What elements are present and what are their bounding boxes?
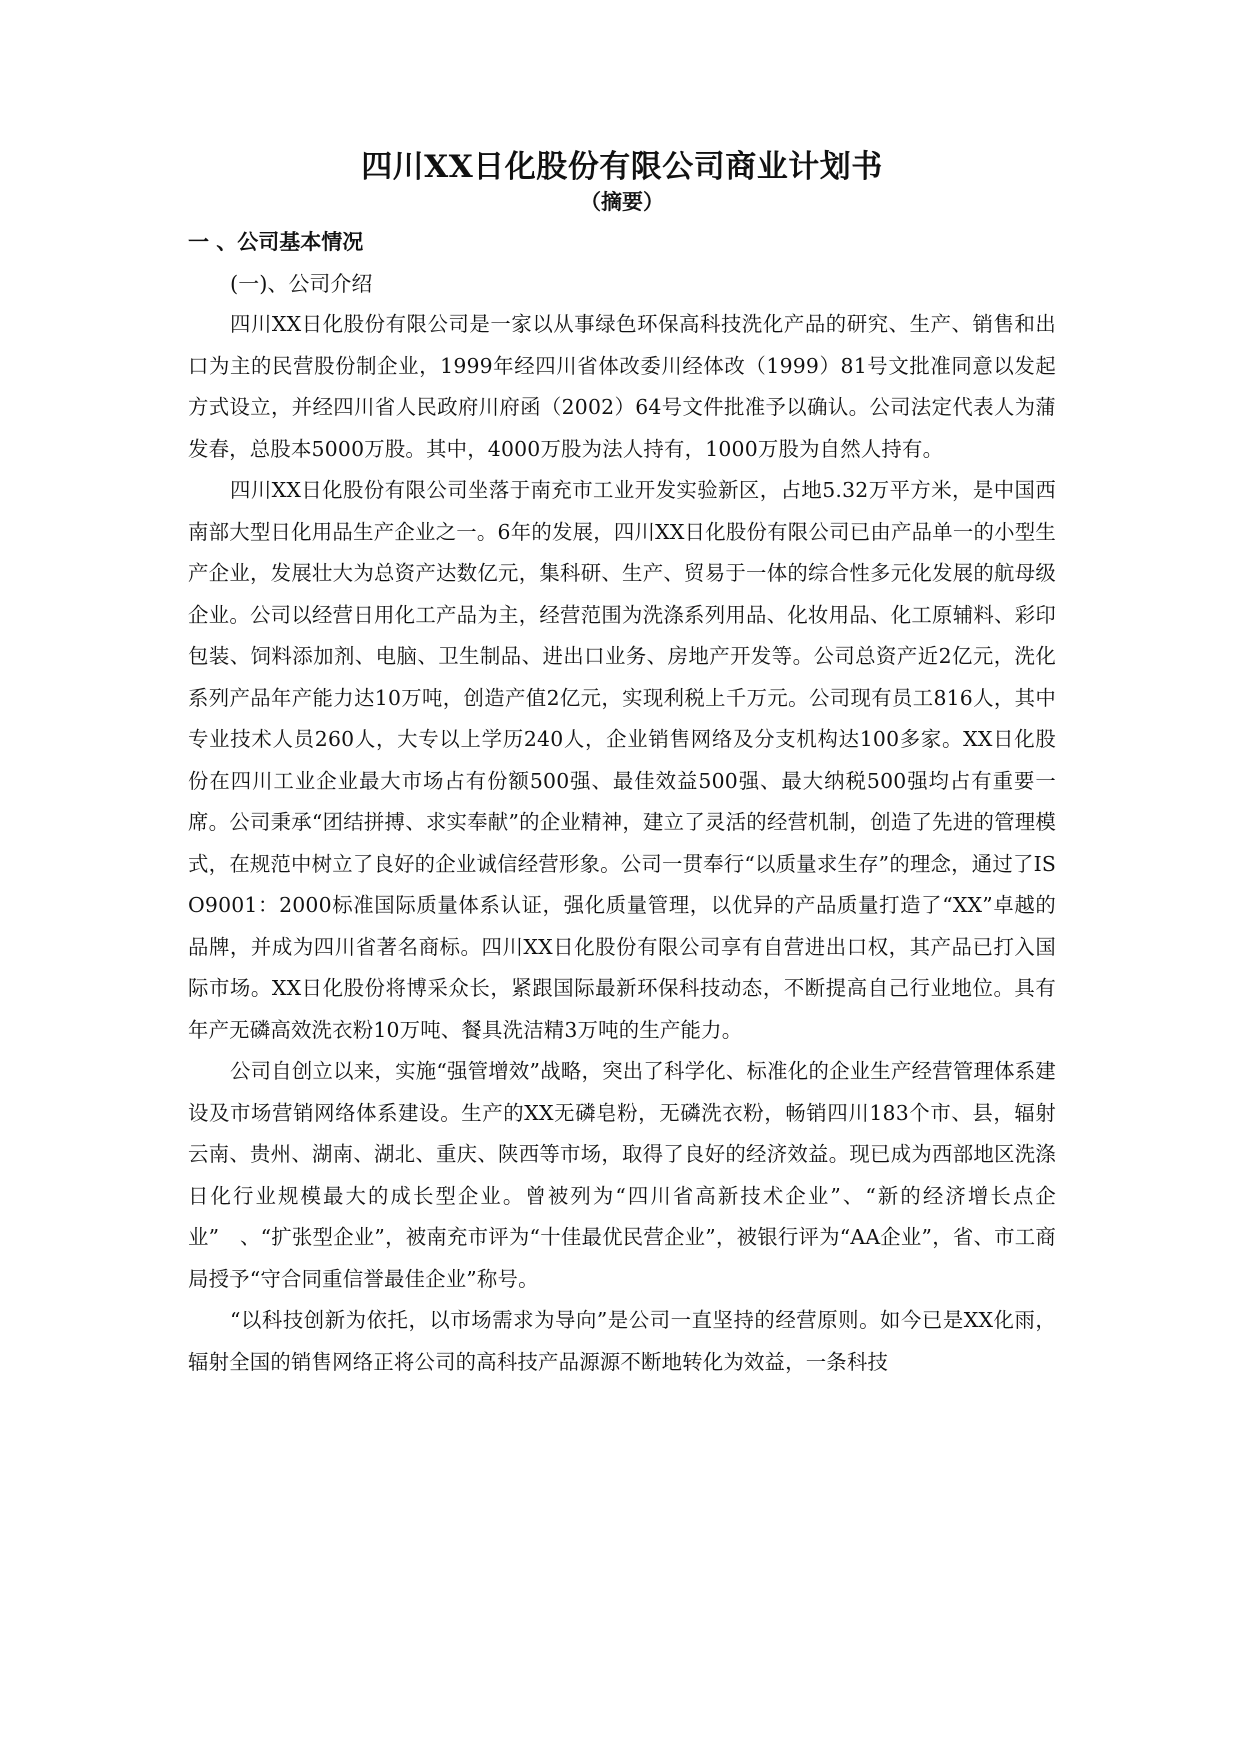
sub-heading: (一)、公司介绍 bbox=[230, 272, 373, 296]
paragraph-3: 公司自创立以来，实施“强管增效”战略，突出了科学化、标准化的企业生产经营管理体系建设及市场营销网络体系建设。生产的XX无磷皂粉，无磷洗衣粉，畅销四川183个市、县，辐射云南、贵州、湖南、湖北、重庆、陕西等市场，取得了良好的经济效益。现已成为西部地区洗涤日化行业规模最大的成长型企业。曾被列为“四川省高新技术企业”、“新的经济增长点企业” 、“扩张型企业”，被南充市评为“十佳最优民营企业”，被银行评为“AA企业”，省、市工商局授予“守合同重信誉最佳企业”称号。 bbox=[188, 1059, 1056, 1291]
section-heading: 一 、公司基本情况 bbox=[188, 229, 364, 254]
paragraph-4: “以科技创新为依托，以市场需求为导向”是公司一直坚持的经营原则。如今已是XX化雨，辐射全国的销售网络正将公司的高科技产品源源不断地转化为效益，一条科技 bbox=[188, 1308, 1056, 1374]
document-subtitle: （摘要） bbox=[580, 189, 664, 214]
paragraph-2: 四川XX日化股份有限公司坐落于南充市工业开发实验新区，占地5.32万平方米，是中国西南部大型日化用品生产企业之一。6年的发展，四川XX日化股份有限公司已由产品单一的小型生产企业，发展壮大为总资产达数亿元，集科研、生产、贸易于一体的综合性多元化发展的航母级企业。公司以经营日用化工产品为主，经营范围为洗涤系列用品、化妆用品、化工原辅料、彩印包装、饲料添加剂、电脑、卫生制品、进出口业务、房地产开发等。公司总资产近2亿元，洗化系列产品年产能力达10万吨，创造产值2亿元，实现利税上千万元。公司现有员工816人，其中专业技术人员260人，大专以上学历240人，企业销售网络及分支机构达100多家。XX日化股份在四川工业企业最大市场占有份额500强、最佳效益500强、最大纳税500强均占有重要一席。公司秉承“团结拼搏、求实奉献”的企业精神，建立了灵活的经营机制，创造了先进的管理模式，在规范中树立了良好的企业诚信经营形象。公司一贯奉行“以质量求生存”的理念，通过了ISO9001：2000标准国际质量体系认证，强化质量管理，以优异的产品质量打造了“XX”卓越的品牌，并成为四川省著名商标。四川XX日化股份有限公司享有自营进出口权，其产品已打入国际市场。XX日化股份将博采众长，紧跟国际最新环保科技动态，不断提高自己行业地位。具有年产无磷高效洗衣粉10万吨、餐具洗洁精3万吨的生产能力。 bbox=[188, 478, 1056, 1042]
paragraph-1: 四川XX日化股份有限公司是一家以从事绿色环保高科技洗化产品的研究、生产、销售和出口为主的民营股份制企业，1999年经四川省体改委川经体改（1999）81号文批准同意以发起方式设立，并经四川省人民政府川府函（2002）64号文件批准予以确认。公司法定代表人为蒲发春，总股本5000万股。其中，4000万股为法人持有，1000万股为自然人持有。 bbox=[188, 312, 1056, 461]
document-title: 四川XX日化股份有限公司商业计划书 bbox=[361, 149, 883, 185]
